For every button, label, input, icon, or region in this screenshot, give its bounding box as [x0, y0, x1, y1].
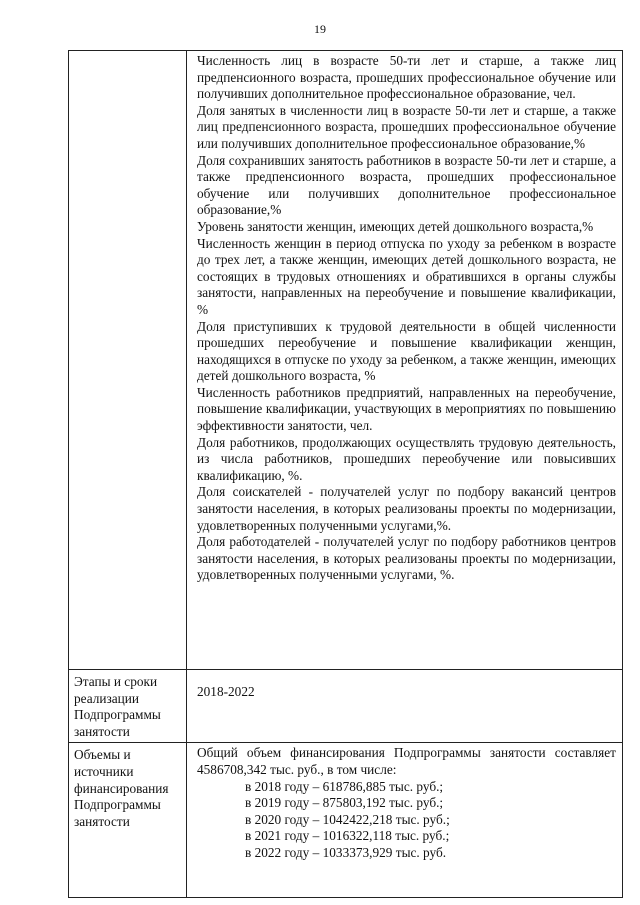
funding-label-text: Объемы и источники финансирования Подпрограммы занятости	[74, 747, 169, 829]
stages-label	[69, 670, 187, 743]
indicator-paragraph: Доля приступивших к трудовой деятельности в общей численности прошедших переобучение и повышение квалификации женщин, находящихся в отпуске по уходу за ребенком, а также женщин, имеющих детей дошкольного возраста, %	[197, 318, 616, 384]
funding-label	[69, 743, 187, 898]
stages-value: 2018-2022	[197, 684, 255, 699]
table-row	[69, 743, 623, 898]
stages-label-text: Этапы и сроки реализации Подпрограммы занятости	[74, 674, 161, 739]
indicator-paragraph: Доля работников, продолжающих осуществлять трудовую деятельность, из числа работников, прошедших переобучение или повысивших квалификацию, %.	[197, 434, 616, 483]
indicators-cell	[187, 51, 623, 670]
indicator-paragraph: Уровень занятости женщин, имеющих детей дошкольного возраста,%	[197, 218, 594, 234]
indicator-paragraph: Численность женщин в период отпуска по уходу за ребенком в возрасте до трех лет, а также женщин, имеющих детей дошкольного возраста, не состоящих в трудовых отношениях и обратившихся в органы службы занятости, направленных на переобучение и повышение квалификации, %	[197, 235, 616, 317]
indicator-paragraph: Доля сохранивших занятость работников в возрасте 50-ти лет и старше, а также предпенсионного возраста, прошедших профессиональное обучение или получивших дополнительное профессиональное образование,%	[197, 152, 616, 218]
indicator-paragraph: Доля соискателей - получателей услуг по подбору вакансий центров занятости населения, в которых реализованы проекты по модернизации, удовлетворенных полученными услугами,%.	[197, 484, 616, 533]
funding-year-line: в 2022 году – 1033373,929 тыс. руб.	[245, 844, 447, 860]
stages-value-cell	[187, 670, 623, 743]
empty-label-cell	[69, 51, 187, 670]
funding-year-line: в 2018 году – 618786,885 тыс. руб.;	[245, 778, 444, 794]
funding-year-line: в 2021 году – 1016322,118 тыс. руб.;	[245, 828, 450, 844]
funding-year-line: в 2019 году – 875803,192 тыс. руб.;	[245, 795, 444, 811]
table-row	[69, 51, 623, 670]
table-row	[69, 670, 623, 743]
page-number: 19	[314, 22, 326, 36]
funding-cell	[187, 743, 623, 898]
funding-intro: Общий объем финансирования Подпрограммы занятости составляет 4586708,342 тыс. руб., в том числе:	[197, 745, 616, 777]
indicator-paragraph: Численность работников предприятий, направленных на переобучение, повышение квалификации, участвующих в мероприятиях по повышению эффективности занятости, чел.	[197, 384, 616, 434]
indicator-paragraph: Доля работодателей - получателей услуг по подбору работников центров занятости населения, в которых реализованы проекты по модернизации, удовлетворенных полученными услугами, %.	[197, 534, 616, 583]
indicator-paragraph: Доля занятых в численности лиц в возрасте 50-ти лет и старше, а также лиц предпенсионного возраста, прошедших профессиональное обучение или получивших дополнительное профессиональное образование,%	[197, 102, 616, 151]
passport-table	[68, 50, 623, 898]
indicator-paragraph: Численность лиц в возрасте 50-ти лет и старше, а также лиц предпенсионного возраста, прошедших профессиональное обучение или получивших дополнительное профессиональное образование, чел.	[197, 53, 616, 102]
funding-year-line: в 2020 году – 1042422,218 тыс. руб.;	[245, 811, 450, 827]
